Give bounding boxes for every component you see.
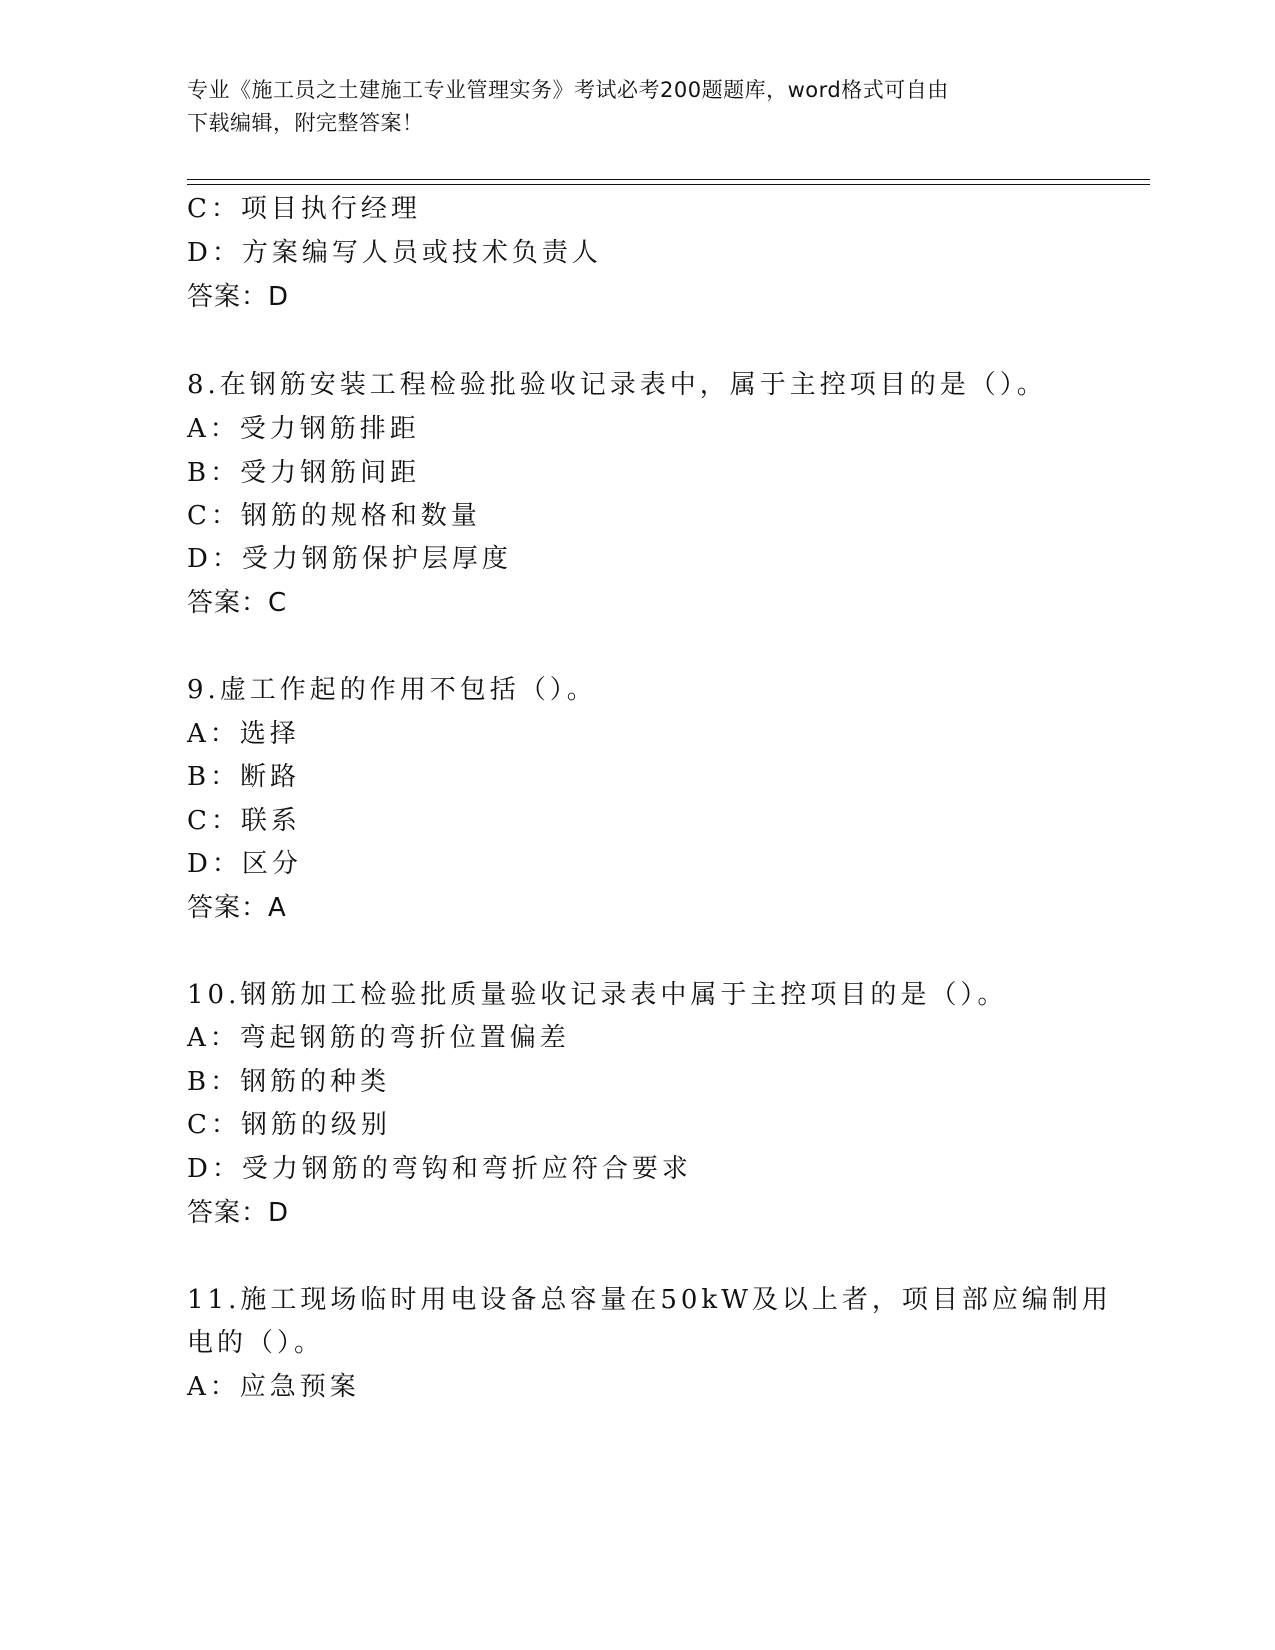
q9-answer: 答案：A bbox=[187, 893, 287, 923]
q7-option-d: D：方案编写人员或技术负责人 bbox=[187, 238, 602, 268]
q8-option-a: A：受力钢筋排距 bbox=[187, 414, 420, 444]
q9-option-c: C：联系 bbox=[187, 806, 301, 836]
q7-answer: 答案：D bbox=[187, 282, 290, 312]
q9-question: 9.虚工作起的作用不包括（）。 bbox=[187, 675, 597, 705]
q11-option-a: A：应急预案 bbox=[187, 1372, 360, 1402]
q8-question: 8.在钢筋安装工程检验批验收记录表中，属于主控项目的是（）。 bbox=[187, 370, 1047, 400]
q9-option-b: B：断路 bbox=[187, 762, 301, 792]
q10-answer: 答案：D bbox=[187, 1198, 290, 1228]
header-line-2: 下载编辑，附完整答案！ bbox=[187, 111, 424, 135]
q8-answer: 答案：C bbox=[187, 588, 288, 618]
q8-option-d: D：受力钢筋保护层厚度 bbox=[187, 544, 512, 574]
document-header bbox=[187, 74, 1087, 140]
q10-option-b: B：钢筋的种类 bbox=[187, 1067, 391, 1097]
q10-option-d: D：受力钢筋的弯钩和弯折应符合要求 bbox=[187, 1154, 692, 1184]
q11-question-line-1: 11.施工现场临时用电设备总容量在50kW及以上者，项目部应编制用 bbox=[187, 1285, 1112, 1315]
q9-option-d: D：区分 bbox=[187, 849, 302, 879]
header-divider-top bbox=[187, 179, 1150, 180]
header-line-1: 专业《施工员之土建施工专业管理实务》考试必考200题题库，word格式可自由 bbox=[187, 78, 949, 102]
header-divider-bottom bbox=[187, 184, 1150, 185]
q10-question: 10.钢筋加工检验批质量验收记录表中属于主控项目的是（）。 bbox=[187, 980, 1008, 1010]
q8-option-b: B：受力钢筋间距 bbox=[187, 458, 421, 488]
q9-option-a: A：选择 bbox=[187, 719, 300, 749]
q10-option-a: A：弯起钢筋的弯折位置偏差 bbox=[187, 1023, 570, 1053]
q7-option-c: C：项目执行经理 bbox=[187, 194, 421, 224]
q10-option-c: C：钢筋的级别 bbox=[187, 1110, 391, 1140]
q11-question-line-2: 电的（）。 bbox=[187, 1328, 325, 1358]
q8-option-c: C：钢筋的规格和数量 bbox=[187, 501, 481, 531]
